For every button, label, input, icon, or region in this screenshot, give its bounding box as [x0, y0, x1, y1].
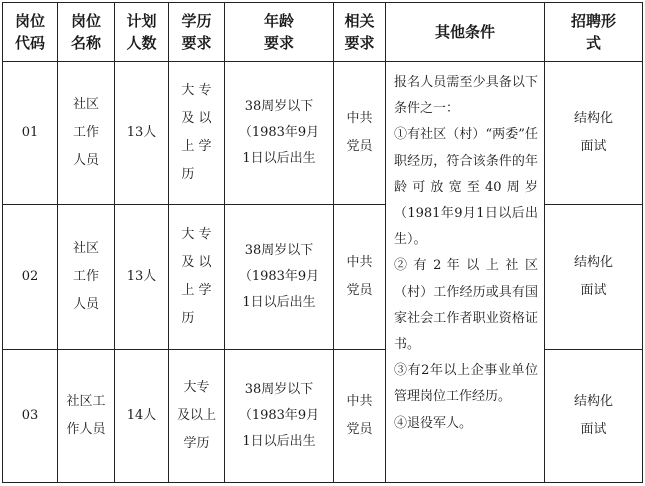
cell-related: 中共 党员: [334, 62, 386, 205]
table-row: [3, 205, 643, 350]
cell-method: 结构化 面试: [545, 205, 643, 350]
header-name: 岗位 名称: [58, 3, 115, 62]
cell-code: 01: [3, 62, 58, 205]
header-education: 学历 要求: [169, 3, 225, 62]
cell-method: 结构化 面试: [545, 350, 643, 483]
cell-other-conditions: [386, 62, 545, 483]
cell-age: 38周岁以下 （1983年9月 1日以后出生: [225, 350, 334, 483]
cell-method: 结构化 面试: [545, 62, 643, 205]
header-row: [3, 3, 643, 62]
cell-education: 大 专 及 以 上 学 历: [169, 205, 225, 350]
cell-plan: 13人: [115, 62, 169, 205]
cell-education: 大专 及以上 学历: [169, 350, 225, 483]
condition-item-1: ①有社区（村）“两委”任职经历，符合该条件的年龄可放宽至40周岁（1981年9月1日以后出生）。: [394, 127, 538, 248]
cell-related: 中共 党员: [334, 205, 386, 350]
table-row: [3, 62, 643, 205]
condition-item-4: ④退役军人。: [394, 415, 473, 431]
cell-name: 社区工 作人员: [58, 350, 115, 483]
table-row: [3, 350, 643, 483]
header-plan: 计划 人数: [115, 3, 169, 62]
cell-plan: 14人: [115, 350, 169, 483]
cell-name: 社区 工作 人员: [58, 205, 115, 350]
cell-plan: 13人: [115, 205, 169, 350]
header-method: 招聘形 式: [545, 3, 643, 62]
cell-name: 社区 工作 人员: [58, 62, 115, 205]
header-other-conditions: 其他条件: [386, 3, 545, 62]
cell-related: 中共 党员: [334, 350, 386, 483]
cell-education: 大 专 及 以 上 学 历: [169, 62, 225, 205]
cell-age: 38周岁以下 （1983年9月 1日以后出生: [225, 205, 334, 350]
cell-code: 03: [3, 350, 58, 483]
condition-intro: 报名人员需至少具备以下条件之一：: [394, 75, 538, 117]
cell-code: 02: [3, 205, 58, 350]
cell-age: 38周岁以下 （1983年9月 1日以后出生: [225, 62, 334, 205]
header-code: 岗位 代码: [3, 3, 58, 62]
recruitment-table: [2, 2, 643, 483]
condition-item-3: ③有2年以上企事业单位管理岗位工作经历。: [394, 363, 538, 405]
condition-item-2: ② 有 2 年 以 上 社 区（村）工作经历或具有国家社会工作者职业资格证书。: [394, 258, 538, 353]
header-related: 相关 要求: [334, 3, 386, 62]
header-age: 年龄 要求: [225, 3, 334, 62]
